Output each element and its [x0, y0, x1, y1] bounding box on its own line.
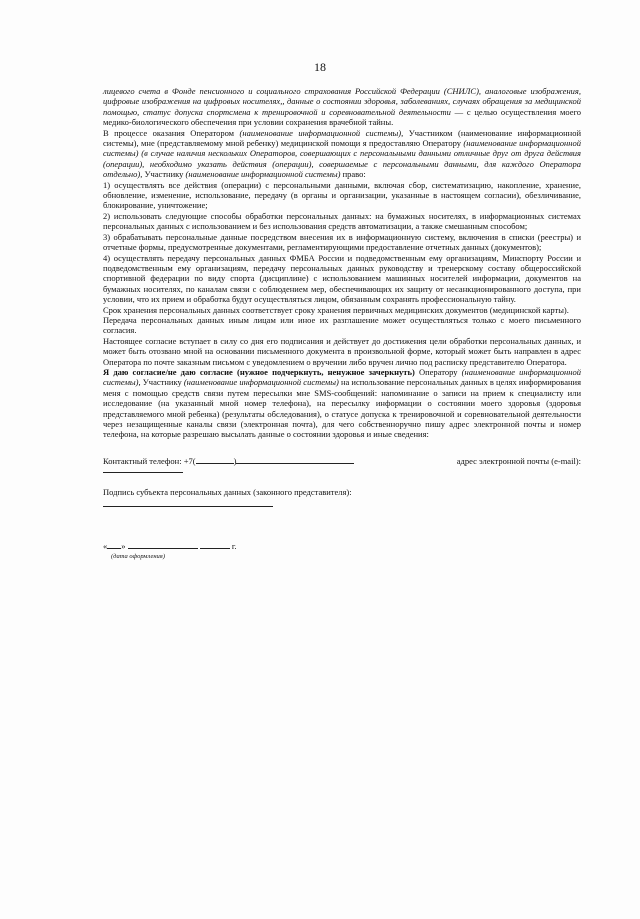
consent-placeholder-1: (наименование информационной системы) [103, 366, 581, 388]
operator-placeholder-3: (наименование информационной системы) (в случае наличия нескольких Операторов, совершающих с персональными данными отличные друг от друга действия (операции), необходимо указать действия (операции), совершаемые с персональными данными, для каждого Оператора отдельно) [103, 138, 581, 180]
intro-text: — с целью осуществления моего медико-биологического обеспечения при условии сохранения врачебной тайны. [103, 106, 581, 128]
operator-text-5: право: [340, 169, 366, 180]
phone-label: Контактный телефон: +7( [103, 455, 196, 466]
date-month-blank[interactable] [128, 539, 198, 549]
operator-placeholder-4: (наименование информационной системы) [185, 169, 341, 180]
intro-paragraph [103, 86, 581, 128]
consent-placeholder-2: (наименование информационной системы) [183, 377, 339, 388]
signature-label: Подпись субъекта персональных данных (законного представителя): [103, 487, 352, 498]
operator-placeholder-2: (наименование информационной системы) [103, 127, 581, 149]
date-caption: (дата оформления) [111, 553, 165, 561]
rights-item-4: 4) осуществлять передачу персональных данных ФМБА России и подведомственным ему организациям, Минспорту России и подведомственным ему организациям, передачу персональных данных руководству и тренерскому составу общероссийской спортивной федерации по виду спорта (дисциплине) с использованием машинных носителей информации, документов на бумажных носителях, по каналам связи с соблюдением мер, обеспечивающих их защиту от несанкционированного доступа, при условии, что их прием и обработка будут осуществляться лицом, обязанным сохранять профессиональную тайну. [103, 252, 581, 305]
operator-text-2: , Участником [401, 127, 459, 138]
date-year-blank[interactable] [200, 539, 230, 549]
operator-text-4: , Участнику [140, 169, 186, 180]
operator-placeholder-1: (наименование информационной системы) [239, 127, 402, 138]
email-blank[interactable] [103, 472, 183, 473]
operator-paragraph [103, 128, 581, 180]
date-year-suffix: г. [231, 540, 237, 551]
email-label: адрес электронной почты (e-mail): [456, 455, 581, 466]
validity-paragraph: Настоящее согласие вступает в силу со дня его подписания и действует до достижения цели обработки персональных данных, и может быть отозвано мной на основании письменного документа в произвольной форме, который может быть направлен в адрес Оператора по почте заказным письмом с уведомлением о вручении либо вручен лично под расписку представителю Оператора. [103, 335, 581, 367]
rights-item-1: 1) осуществлять все действия (операции) с персональными данными, включая сбор, систематизацию, накопление, хранение, обновление, изменение, использование, передачу (в органы и организации, указанные в настоящем согласии), обезличивание, блокирование, уничтожение; [103, 179, 581, 211]
consent-bold: Я даю согласие/не даю согласие (нужное подчеркнуть, ненужное зачеркнуть) [103, 366, 415, 377]
consent-text-3: на использование персональных данных в целях информирования меня с помощью средств связи путем пересылки мне SMS-сообщений: напоминание о записи на прием к специалисту или исследование (на указанный мной номер телефона), на пересылку информации о состоянии моего здоровья (здоровья представляемого мной ребенка) (результаты обследования), о статусе допуска к тренировочной и соревновательной деятельности через незащищенные каналы связи (электронная почта), для чего собственноручно пишу адрес электронной почты и номер телефона, на которые разрешаю высылать данные о состоянии здоровья и иные сведения: [103, 377, 581, 440]
operator-text-1: В процессе оказания Оператором [103, 127, 240, 138]
date-day-blank[interactable] [107, 539, 121, 549]
date-open-quote: « [103, 540, 108, 551]
phone-number-blank[interactable] [233, 454, 354, 466]
phone-code-blank[interactable] [196, 454, 234, 464]
document-body [103, 86, 581, 562]
phone-field [103, 454, 354, 466]
consent-paragraph [103, 367, 581, 440]
rights-item-3: 3) обрабатывать персональные данные посредством внесения их в информационную систему, включения в списки (реестры) и отчетные формы, предусмотренные документами, регламентирующими предоставление отчетных данных (документов); [103, 231, 581, 253]
signature-blank[interactable] [103, 506, 273, 507]
phone-close: ) [233, 455, 237, 466]
intro-italic: лицевого счета в Фонде пенсионного и социального страхования Российской Федерации (СНИЛС), аналоговые изображения, цифровые изображения на цифровых носителях,, данные о состоянии здоровья, заболеваниях, случаях обращения за медицинской помощью, статус допуска спортсмена к тренировочной и соревновательной деятельности [103, 86, 581, 117]
storage-paragraph: Срок хранения персональных данных соответствует сроку хранения первичных медицинских документов (медицинской карты). [103, 304, 569, 315]
transfer-paragraph: Передача персональных данных иным лицам или иное их разглашение может осуществляться только с моего письменного согласия. [103, 314, 581, 336]
consent-text-1: Оператору [414, 366, 462, 377]
contact-row [103, 454, 581, 466]
date-close-quote: » [121, 540, 126, 551]
consent-text-2: , Участнику [138, 377, 184, 388]
operator-text-3: , мне (представляемому мной ребенку) медицинской помощи я предоставляю Оператору [136, 138, 464, 149]
rights-item-2: 2) использовать следующие способы обработки персональных данных: на бумажных носителях, в информационных системах персональных данных с использованием и без использования средств автоматизации, а также смешанным способом; [103, 210, 581, 232]
page-number: 18 [314, 60, 326, 74]
date-row [103, 539, 581, 551]
